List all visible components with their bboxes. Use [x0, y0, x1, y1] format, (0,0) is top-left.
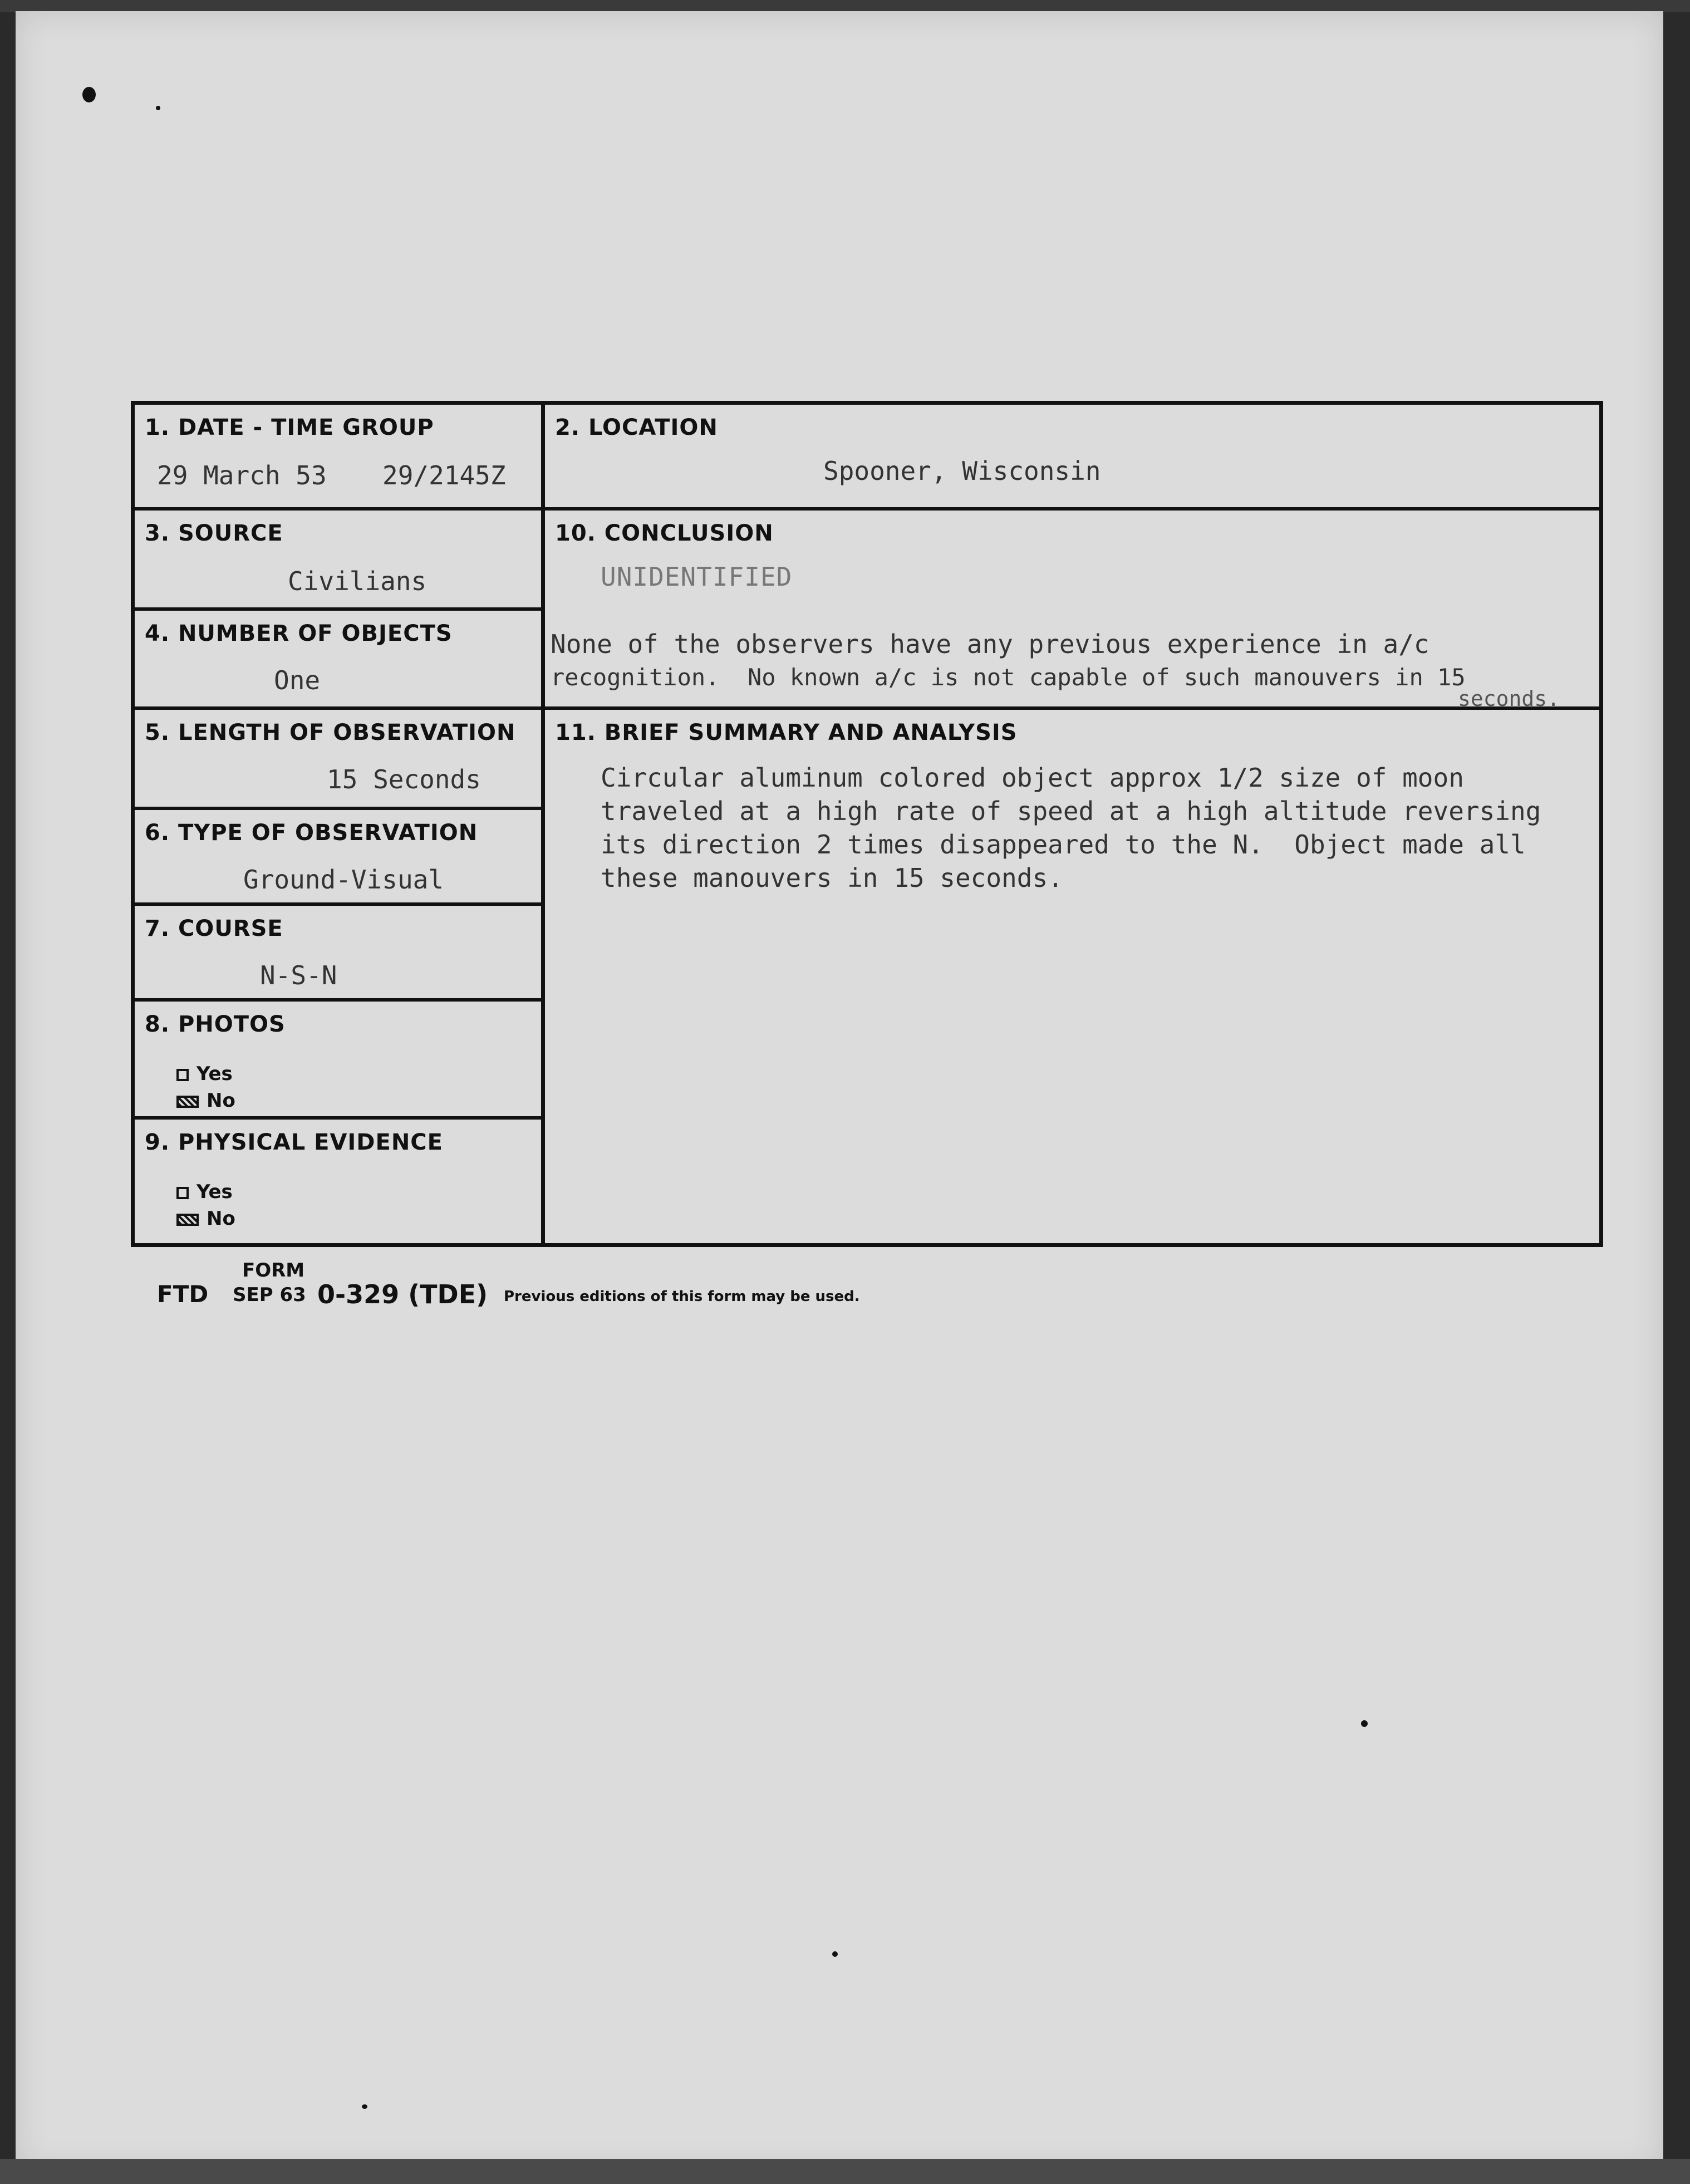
- photos-no-option: [176, 1089, 235, 1112]
- photos-box: [135, 1002, 541, 1120]
- summary-label: 11. BRIEF SUMMARY AND ANALYSIS: [555, 720, 1018, 745]
- source-value: Civilians: [288, 566, 427, 596]
- column-divider: [541, 405, 545, 1243]
- length-of-observation-label: 5. LENGTH OF OBSERVATION: [145, 720, 516, 745]
- physical-evidence-no-label: No: [207, 1208, 235, 1230]
- conclusion-line-1: None of the observers have any previous experience in a/c: [551, 629, 1429, 659]
- footer-form-word: FORM: [242, 1259, 305, 1282]
- photos-yes-checkbox: [176, 1069, 189, 1081]
- conclusion-line-2: recognition. No known a/c is not capable of such manouvers in 15: [551, 664, 1466, 691]
- conclusion-label: 10. CONCLUSION: [555, 521, 774, 546]
- footer-ftd: FTD: [157, 1280, 209, 1308]
- speck: [82, 87, 96, 102]
- number-of-objects-label: 4. NUMBER OF OBJECTS: [145, 621, 453, 646]
- photos-no-label: No: [207, 1089, 235, 1112]
- summary-box: [545, 710, 1599, 1243]
- location-value: Spooner, Wisconsin: [823, 456, 1101, 486]
- conclusion-value: UNIDENTIFIED: [601, 562, 793, 592]
- source-label: 3. SOURCE: [145, 521, 283, 546]
- physical-evidence-yes-checkbox: [176, 1187, 189, 1199]
- type-of-observation-label: 6. TYPE OF OBSERVATION: [145, 820, 478, 846]
- length-of-observation-value: 15 Seconds: [327, 764, 481, 794]
- scan-top-edge: [0, 0, 1690, 12]
- summary-line-1: Circular aluminum colored object approx 1/2 size of moon: [601, 763, 1464, 793]
- speck: [832, 1951, 838, 1957]
- photos-yes-option: [176, 1063, 233, 1085]
- course-box: [135, 906, 541, 1002]
- speck: [362, 2104, 367, 2109]
- photos-yes-label: Yes: [196, 1063, 233, 1085]
- length-of-observation-box: [135, 710, 541, 810]
- physical-evidence-label: 9. PHYSICAL EVIDENCE: [145, 1130, 443, 1155]
- time-value: 29/2145Z: [382, 460, 506, 490]
- date-time-group-label: 1. DATE - TIME GROUP: [145, 415, 434, 440]
- speck: [1361, 1720, 1368, 1727]
- conclusion-box: [545, 511, 1599, 710]
- physical-evidence-yes-option: [176, 1181, 233, 1203]
- footer-form-number: 0-329 (TDE): [317, 1279, 488, 1309]
- photos-label: 8. PHOTOS: [145, 1012, 286, 1037]
- number-of-objects-value: One: [274, 665, 321, 695]
- type-of-observation-box: [135, 810, 541, 906]
- location-box: [545, 405, 1599, 511]
- physical-evidence-box: [135, 1120, 541, 1243]
- conclusion-line-3: seconds.: [1458, 686, 1560, 711]
- number-of-objects-box: [135, 611, 541, 710]
- summary-line-2: traveled at a high rate of speed at a high altitude reversing: [601, 796, 1541, 826]
- date-time-group-box: [135, 405, 541, 511]
- date-value: 29 March 53: [157, 460, 327, 490]
- speck: [156, 106, 160, 110]
- location-label: 2. LOCATION: [555, 415, 718, 440]
- type-of-observation-value: Ground-Visual: [243, 865, 444, 895]
- summary-line-3: its direction 2 times disappeared to the N. Object made all: [601, 830, 1526, 860]
- physical-evidence-no-checkbox: [176, 1214, 199, 1226]
- project-record-card: [131, 401, 1603, 1247]
- source-box: [135, 511, 541, 611]
- footer-date: SEP 63: [233, 1284, 306, 1306]
- course-label: 7. COURSE: [145, 916, 283, 941]
- physical-evidence-yes-label: Yes: [196, 1181, 233, 1203]
- scan-bottom-edge: [0, 2159, 1690, 2184]
- footer-note: Previous editions of this form may be used.: [504, 1288, 860, 1305]
- photos-no-checkbox: [176, 1096, 199, 1108]
- summary-line-4: these manouvers in 15 seconds.: [601, 863, 1063, 893]
- physical-evidence-no-option: [176, 1208, 235, 1230]
- course-value: N-S-N: [260, 960, 337, 990]
